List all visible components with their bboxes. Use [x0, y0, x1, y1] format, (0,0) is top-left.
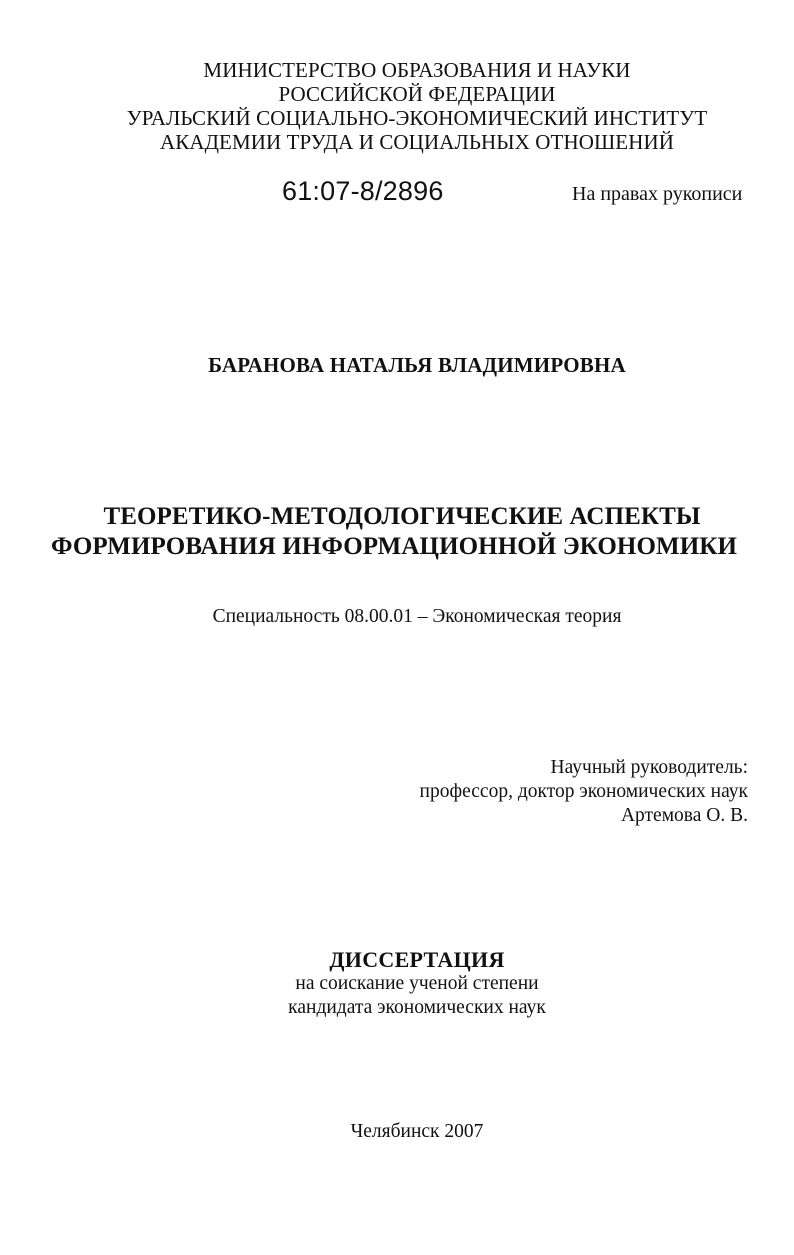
catalog-code: 61:07-8/2896 [282, 176, 444, 206]
title-line: ФОРМИРОВАНИЯ ИНФОРМАЦИОННОЙ ЭКОНОМИКИ [50, 533, 738, 560]
institution-line: МИНИСТЕРСТВО ОБРАЗОВАНИЯ И НАУКИ [203, 58, 631, 82]
institution-header [20, 58, 794, 154]
advisor-rank: профессор, доктор экономических наук [419, 781, 748, 802]
manuscript-note: На правах рукописи [572, 183, 743, 205]
advisor-label: Научный руководитель: [550, 757, 748, 778]
title-line: ТЕОРЕТИКО-МЕТОДОЛОГИЧЕСКИЕ АСПЕКТЫ [103, 503, 701, 530]
city-year: Челябинск 2007 [350, 1121, 484, 1142]
advisor-block [420, 756, 748, 828]
institution-line: АКАДЕМИИ ТРУДА И СОЦИАЛЬНЫХ ОТНОШЕНИЙ [159, 130, 675, 154]
dissertation-heading: ДИССЕРТАЦИЯ [329, 947, 505, 972]
degree-line: кандидата экономических наук [288, 997, 546, 1018]
degree-line: на соискание ученой степени [295, 973, 539, 994]
institution-line: РОССИЙСКОЙ ФЕДЕРАЦИИ [278, 82, 556, 106]
dissertation-title [0, 502, 794, 562]
dissertation-block [20, 948, 794, 1020]
specialty: Специальность 08.00.01 – Экономическая теория [212, 606, 622, 627]
advisor-name: Артемова О. В. [620, 805, 748, 826]
author-name: БАРАНОВА НАТАЛЬЯ ВЛАДИМИРОВНА [208, 353, 626, 377]
institution-line: УРАЛЬСКИЙ СОЦИАЛЬНО-ЭКОНОМИЧЕСКИЙ ИНСТИТУТ [126, 106, 708, 130]
